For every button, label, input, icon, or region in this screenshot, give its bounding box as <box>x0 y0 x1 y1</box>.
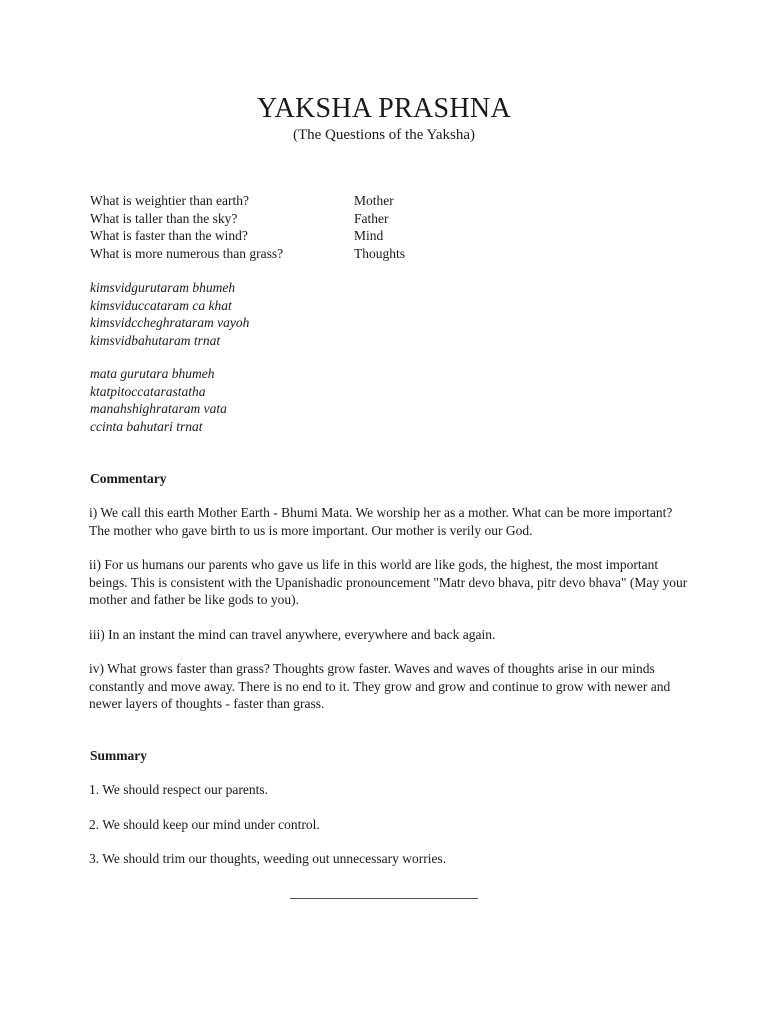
qa-row <box>90 227 690 245</box>
verse-line: ccinta bahutari trnat <box>90 418 203 434</box>
verse-line: mata gurutara bhumeh <box>90 366 215 381</box>
qa-question: What is more numerous than grass? <box>90 245 284 261</box>
qa-answer: Mother <box>354 193 394 208</box>
qa-question: What is weightier than earth? <box>90 193 249 208</box>
qa-answer: Thoughts <box>354 245 406 261</box>
sanskrit-questions-verse <box>90 279 249 349</box>
verse-line: kimsvidccheghrataram vayoh <box>90 315 250 330</box>
summary-item: 3. We should trim our thoughts, weeding out unnecessary worries. <box>89 851 447 866</box>
verse-line: kimsviduccataram ca khat <box>90 297 232 313</box>
qa-answer: Father <box>354 210 389 226</box>
document-title: YAKSHA PRASHNA <box>257 93 511 124</box>
sanskrit-answers-verse <box>90 365 227 435</box>
document-subtitle: (The Questions of the Yaksha) <box>292 127 476 143</box>
commentary-paragraph: iii) In an instant the mind can travel anywhere, everywhere and back again. <box>89 627 496 642</box>
qa-question: What is taller than the sky? <box>90 210 238 226</box>
verse-line: ktatpitoccatarastatha <box>90 383 206 399</box>
qa-row <box>90 210 690 228</box>
commentary-paragraph: ii) For us humans our parents who gave us life in this world are like gods, the highest, the most important beings. This is consistent with the Upanishadic pronouncement "Matr devo bhava, pitr devo bhava" (May your mother and father be like gods to you). <box>89 557 688 607</box>
qa-row <box>90 192 690 210</box>
verse-line: kimsvidgurutaram bhumeh <box>90 280 236 295</box>
verse-line: manahshighrataram vata <box>90 401 227 416</box>
question-answer-table <box>90 192 690 262</box>
qa-answer: Mind <box>354 228 384 243</box>
summary-item: 2. We should keep our mind under control. <box>89 817 320 832</box>
summary-heading: Summary <box>90 748 147 763</box>
commentary-paragraph: iv) What grows faster than grass? Thoughts grow faster. Waves and waves of thoughts arise in our minds constantly and move away. There is no end to it. They grow and grow and continue to grow with newer and newer layers of thoughts - faster than grass. <box>89 661 671 711</box>
qa-question: What is faster than the wind? <box>90 228 248 243</box>
qa-row <box>90 245 690 263</box>
summary-item: 1. We should respect our parents. <box>89 782 268 797</box>
verse-line: kimsvidbahutaram trnat <box>90 332 221 348</box>
footer-divider <box>290 898 478 899</box>
commentary-heading: Commentary <box>90 471 167 486</box>
commentary-paragraph: i) We call this earth Mother Earth - Bhumi Mata. We worship her as a mother. What can be more important? The mother who gave birth to us is more important. Our mother is verily our God. <box>89 505 673 538</box>
